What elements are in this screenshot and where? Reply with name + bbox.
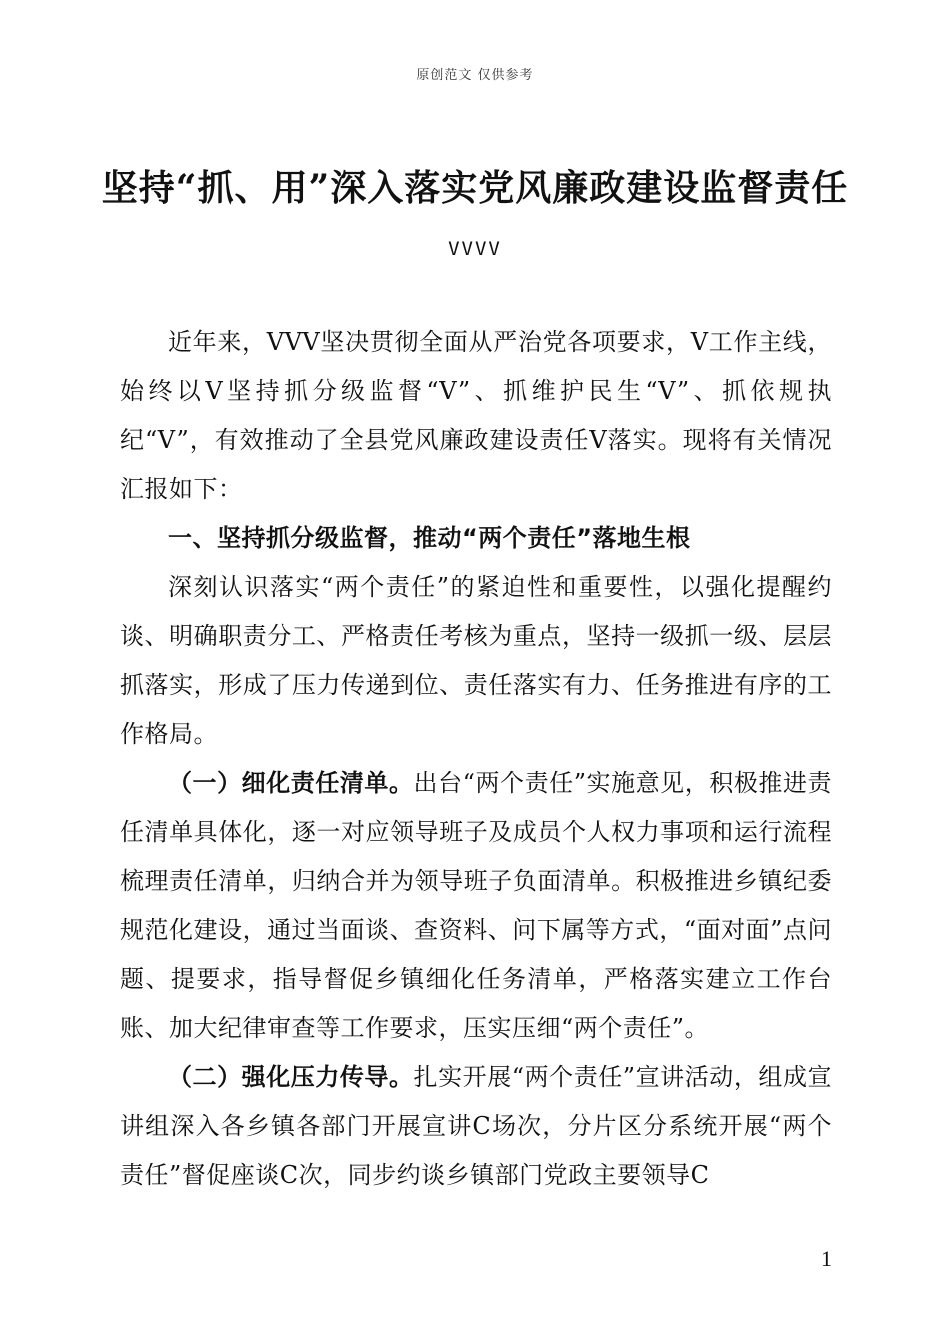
item-2-lead: （二）强化压力传导。	[168, 1063, 414, 1091]
section-1-paragraph: 深刻认识落实“两个责任”的紧迫性和重要性，以强化提醒约谈、明确职责分工、严格责任考核为重点，坚持一级抓一级、层层抓落实，形成了压力传递到位、责任落实有力、任务推进有序的工作格局。	[120, 573, 832, 748]
item-2-body: 扎实开展“两个责任”宣讲活动，组成宣讲组深入各乡镇各部门开展宣讲C场次，分片区分系统开展“两个责任”督促座谈C次，同步约谈乡镇部门党政主要领导C	[120, 1063, 832, 1189]
document-body	[120, 318, 832, 1200]
item-2-paragraph	[120, 1053, 832, 1200]
item-1-paragraph	[120, 759, 832, 1053]
document-author: VVVV	[448, 238, 502, 260]
item-1-body: 出台“两个责任”实施意见，积极推进责任清单具体化，逐一对应领导班子及成员个人权力事项和运行流程梳理责任清单，归纳合并为领导班子负面清单。积极推进乡镇纪委规范化建设，通过当面谈、查资料、问下属等方式，“面对面”点问题、提要求，指导督促乡镇细化任务清单，严格落实建立工作台账、加大纪律审查等工作要求，压实压细“两个责任”。	[120, 769, 832, 1042]
page-number: 1	[821, 1246, 832, 1271]
document-title: 坚持“抓、用”深入落实党风廉政建设监督责任	[101, 167, 849, 209]
header-note: 原创范文 仅供参考	[416, 68, 534, 83]
intro-paragraph: 近年来，VVV坚决贯彻全面从严治党各项要求，V工作主线，始终以V坚持抓分级监督“V”、抓维护民生“V”、抓依规执纪“V”，有效推动了全县党风廉政建设责任V落实。现将有关情况汇报如下：	[120, 328, 832, 503]
section-1-heading: 一、坚持抓分级监督，推动“两个责任”落地生根	[168, 524, 691, 552]
item-1-lead: （一）细化责任清单。	[168, 769, 414, 797]
